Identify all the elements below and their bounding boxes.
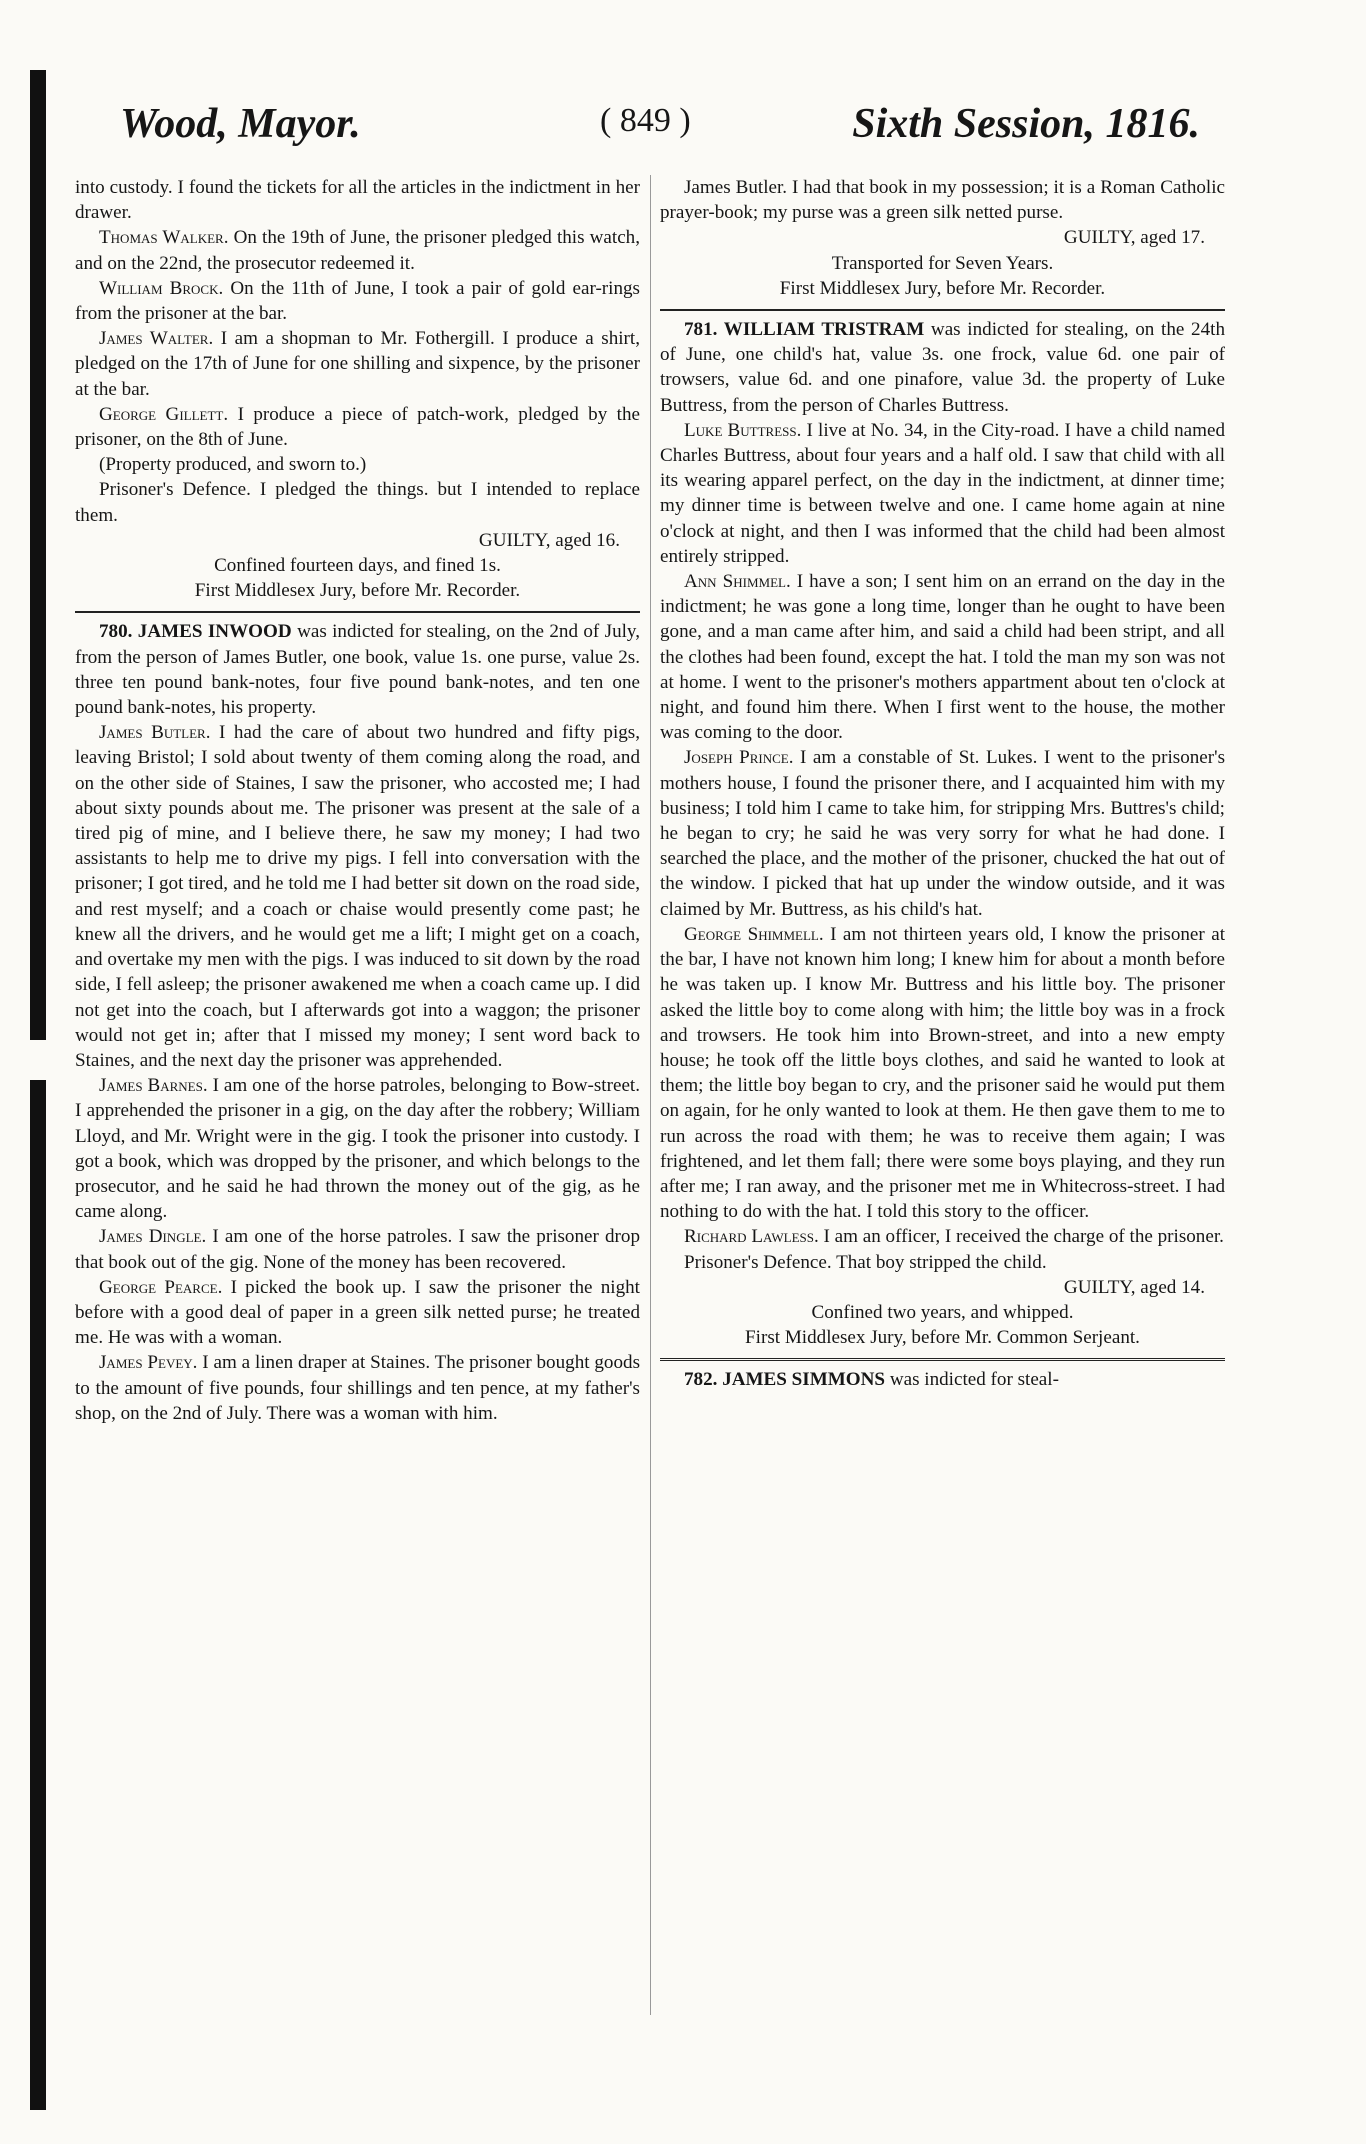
- page-number: ( 849 ): [600, 102, 691, 139]
- case-number: 782. JAMES SIMMONS: [684, 1369, 886, 1391]
- witness-name: George Pearce.: [99, 1276, 223, 1298]
- testimony: [75, 1224, 640, 1274]
- witness-name: William Brock.: [99, 277, 224, 299]
- testimony: [75, 720, 640, 1073]
- testimony: [660, 569, 1225, 745]
- case-separator: [660, 309, 1225, 311]
- testimony: [75, 326, 640, 402]
- testimony: [75, 225, 640, 275]
- witness-name: Thomas Walker.: [99, 227, 229, 249]
- jury-line: First Middlesex Jury, before Mr. Common Serjeant.: [745, 1327, 1140, 1349]
- testimony-text: I am a constable of St. Lukes. I went to the prisoner's mothers house, I found the prisoner there, and I acquainted him with my business; I told him I came to take him, for stripping Mrs. Buttres's child; he began to cry; he said he was very sorry for what he had done. I searched the place, and the mother of the prisoner, chucked the hat out of the window. I picked that hat up under the window outside, and it was claimed by Mr. Buttress, as his child's hat.: [660, 747, 1225, 920]
- testimony-text: I produce a piece of patch-work, pledged by the prisoner, on the 8th of June.: [75, 403, 640, 451]
- case-separator: [75, 611, 640, 613]
- witness-name: Richard Lawless.: [684, 1226, 819, 1248]
- left-column: [75, 175, 640, 1426]
- verdict: GUILTY, aged 17.: [1063, 227, 1205, 249]
- paragraph: James Butler. I had that book in my possession; it is a Roman Catholic prayer-book; my purse was a green silk netted purse.: [660, 177, 1225, 224]
- testimony-text: I am one of the horse patroles, belonging to Bow-street. I apprehended the prisoner in a gig, on the day after the robbery; William Lloyd, and Mr. Wright were in the gig. I took the prisoner into custody. I got a book, which was dropped by the prisoner, and which belongs to the prosecutor, and he said he had thrown the money out of the gig, as he came along.: [75, 1075, 640, 1223]
- witness-name: James Barnes.: [99, 1075, 208, 1097]
- witness-name: James Walter.: [99, 328, 214, 350]
- case-heading: [75, 619, 640, 720]
- case-heading: [660, 1367, 1225, 1392]
- testimony: [75, 402, 640, 452]
- case-heading: [660, 317, 1225, 418]
- testimony: [660, 1224, 1225, 1249]
- jury-line: First Middlesex Jury, before Mr. Recorder.: [194, 580, 521, 602]
- header-session: Sixth Session, 1816.: [852, 101, 1200, 147]
- witness-name: Ann Shimmel.: [684, 571, 791, 593]
- testimony: [75, 1350, 640, 1426]
- witness-name: Joseph Prince.: [684, 747, 794, 769]
- testimony-text: I have a son; I sent him on an errand on the day in the indictment; he was gone a long time, longer than he ought to have been gone, and a man came after him, and said a child had been stript, and all the clothes had been found, except the hat. I told the man my son was not at home. I went to the prisoner's mothers appartment about ten o'clock at night, and found him there. When I first went to the house, the mother was coming to the door.: [660, 571, 1225, 744]
- paragraph: (Property produced, and sworn to.): [99, 454, 367, 476]
- witness-name: George Shimmell.: [684, 923, 824, 945]
- column-divider: [650, 175, 651, 2015]
- header-mayor: Wood, Mayor.: [120, 101, 361, 147]
- prisoner-defence: Prisoner's Defence. That boy stripped the child.: [684, 1251, 1047, 1273]
- witness-name: Luke Buttress.: [684, 419, 802, 441]
- testimony: [75, 1275, 640, 1351]
- testimony-text: I am one of the horse patroles. I saw the prisoner drop that book out of the gig. None of the money has been recovered.: [75, 1226, 641, 1273]
- page-header: [120, 100, 1200, 160]
- case-number: 780. JAMES INWOOD: [99, 621, 292, 643]
- witness-name: James Pevey.: [99, 1352, 198, 1374]
- testimony-text: On the 19th of June, the prisoner pledged this watch, and on the 22nd, the prosecutor redeemed it.: [75, 227, 640, 274]
- witness-name: George Gillett.: [99, 403, 229, 425]
- testimony: [75, 276, 640, 326]
- prisoner-defence: Prisoner's Defence. I pledged the things. but I intended to replace them.: [75, 479, 640, 526]
- case-charge: was indicted for stealing, on the 24th of June, one child's hat, value 3s. one frock, value 6d. one pair of trowsers, value 6d. and one pinafore, value 3d. the property of Luke Buttress, from the person of Charles Buttress.: [660, 319, 1225, 416]
- case-charge: was indicted for steal-: [889, 1369, 1059, 1391]
- testimony-text: I had the care of about two hundred and fifty pigs, leaving Bristol; I sold about twenty of them coming along the road, and on the other side of Staines, I saw the prisoner, who accosted me; I had about sixty pounds about me. The prisoner was present at the sale of a tired pig of mine, and I believe there, he saw my money; I had two assistants to help me to drive my pigs. I fell into conversation with the prisoner; I got tired, and he told me I had better sit down on the road side, and rest myself; and a coach or chaise would presently come past; he knew all the drivers, and he would get me a lift; I might get on a coach, and overtake my men with the pigs. I was induced to sit down by the road side, I fell asleep; the prisoner awakened me when a coach came up. I did not get into the coach, but I afterwards got into a waggon; the prisoner would not get in; after that I missed my money; I sent word back to Staines, and the next day the prisoner was apprehended.: [75, 722, 640, 1071]
- testimony-text: I am a shopman to Mr. Fothergill. I produce a shirt, pledged on the 17th of June for one shilling and sixpence, by the prisoner at the bar.: [75, 328, 640, 400]
- testimony-text: I live at No. 34, in the City-road. I have a child named Charles Buttress, about four years and a half old. I saw that child with all its wearing apparel perfect, on the day in the indictment, at dinner time; my dinner time is between twelve and one. I came home again at nine o'clock at night, and then I was informed that the child had been almost entirely stripped.: [660, 419, 1225, 567]
- case-number: 781. WILLIAM TRISTRAM: [684, 319, 925, 341]
- testimony-text: On the 11th of June, I took a pair of gold ear-rings from the prisoner at the bar.: [75, 277, 640, 325]
- witness-name: James Butler.: [99, 722, 211, 744]
- binding-spine: [30, 70, 46, 2110]
- verdict: GUILTY, aged 16.: [478, 529, 620, 551]
- sentence: Confined fourteen days, and fined 1s.: [214, 555, 501, 577]
- case-separator: [660, 1358, 1225, 1361]
- testimony-text: I am a linen draper at Staines. The prisoner bought goods to the amount of five pounds, four shillings and ten pence, at my father's shop, on the 2nd of July. There was a woman with him.: [75, 1352, 640, 1424]
- testimony-text: I picked the book up. I saw the prisoner the night before with a good deal of paper in a green silk netted purse; he treated me. He was with a woman.: [75, 1276, 640, 1349]
- testimony: [660, 922, 1225, 1224]
- verdict: GUILTY, aged 14.: [1063, 1276, 1205, 1298]
- sentence: Transported for Seven Years.: [831, 252, 1054, 274]
- testimony-text: I am an officer, I received the charge of the prisoner.: [823, 1226, 1224, 1248]
- witness-name: James Dingle.: [99, 1226, 207, 1248]
- testimony-text: I am not thirteen years old, I know the prisoner at the bar, I have not known him long; I knew him for about a month before he was taken up. I know Mr. Buttress and his little boy. The prisoner asked the little boy to come along with him; the little boy was in a frock and trowsers. He took him into Brown-street, and into a new empty house; he took off the little boys clothes, and said he wanted to look at them; the little boy began to cry, and the prisoner said he would put them on again, for he only wanted to look at them. He then gave them to me to run across the road with them; he was to receive them again; I was frightened, and let them fall; there were some boys playing, and they run after me; I ran away, and the prisoner met me in Whitecross-street. I had nothing to do with the hat. I told this story to the officer.: [660, 923, 1225, 1223]
- testimony: [660, 418, 1225, 569]
- testimony: [75, 1073, 640, 1224]
- sentence: Confined two years, and whipped.: [811, 1301, 1074, 1323]
- right-column: [660, 175, 1225, 1393]
- jury-line: First Middlesex Jury, before Mr. Recorder.: [779, 277, 1106, 299]
- testimony: [660, 745, 1225, 921]
- case-charge: was indicted for stealing, on the 2nd of July, from the person of James Butler, one book, value 1s. one purse, value 2s. three ten pound bank-notes, four five pound bank-notes, and ten one pound bank-notes, his property.: [75, 621, 640, 719]
- paragraph: into custody. I found the tickets for all the articles in the indictment in her drawer.: [75, 177, 640, 224]
- binding-gap: [30, 1040, 46, 1080]
